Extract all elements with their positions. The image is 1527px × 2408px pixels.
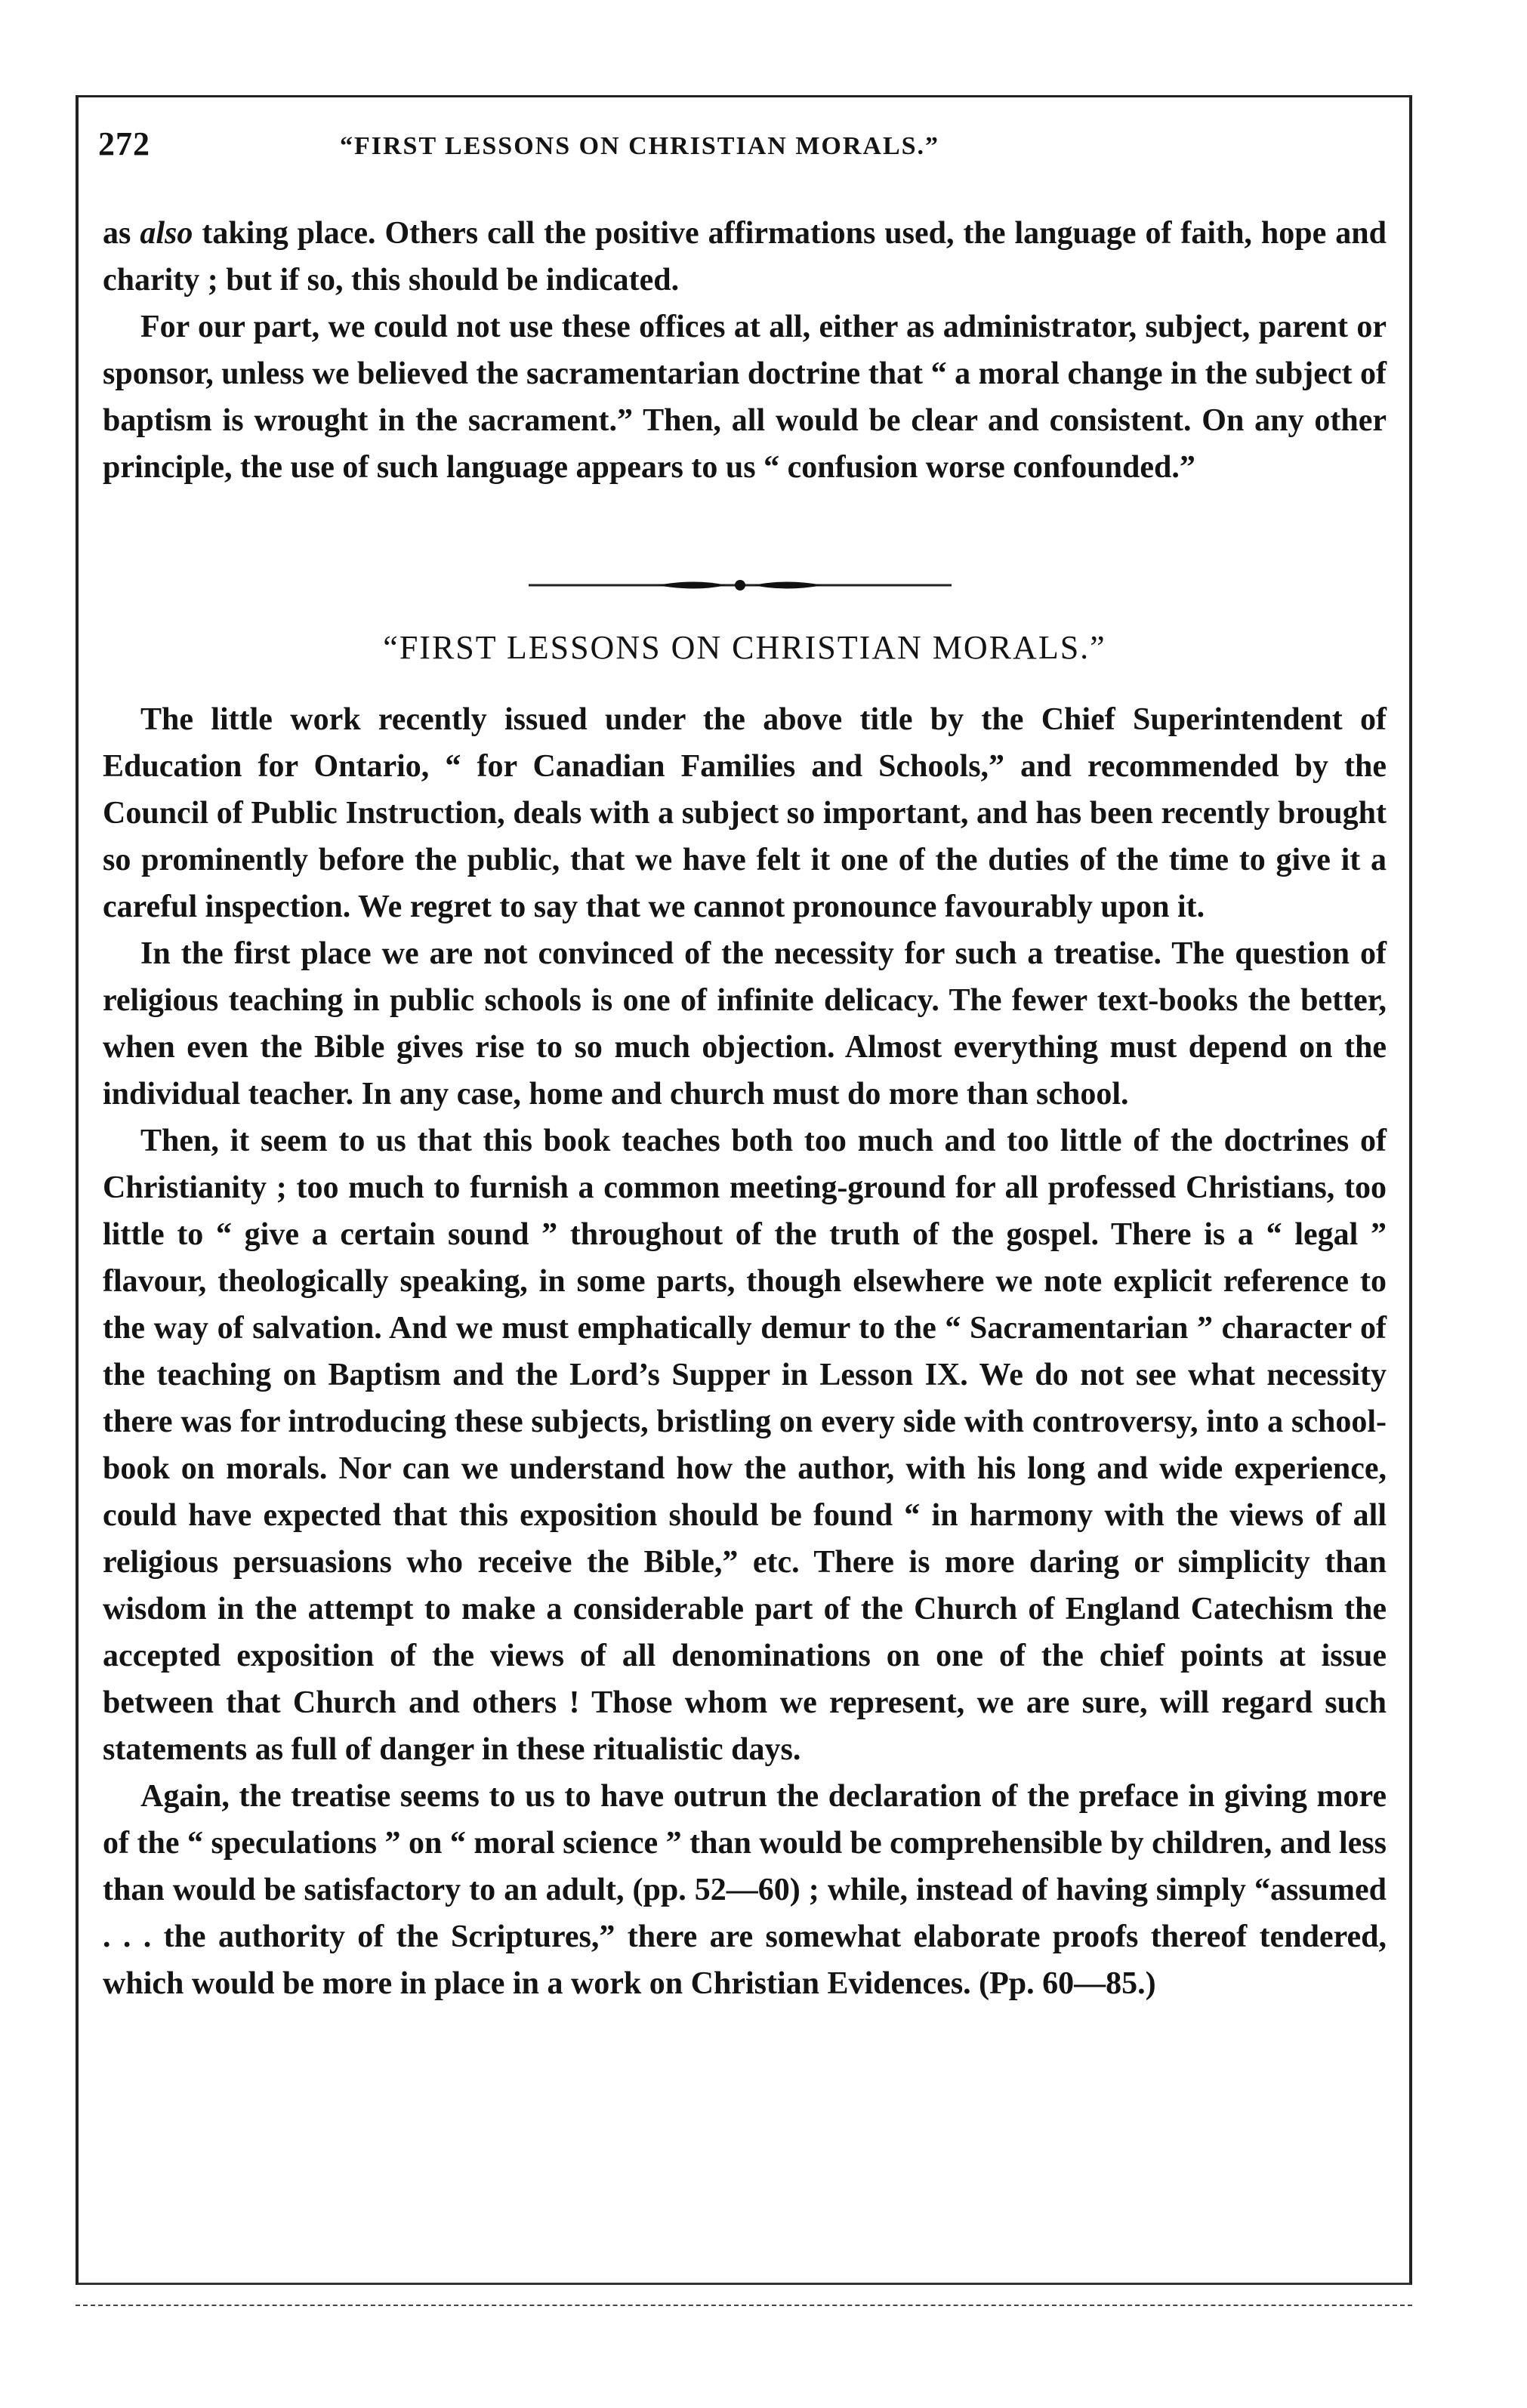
continuation-rest: taking place. Others call the positive affirmations used, the language of faith, hope and charity ; but if so, this should be indicated. bbox=[103, 216, 1387, 298]
emphasis-also: also bbox=[140, 216, 193, 251]
continuation-start: as bbox=[103, 216, 140, 251]
article-paragraph-3: Then, it seem to us that this book teaches both too much and too little of the doctrines of Christianity ; too much to furnish a common meeting-ground for all professed Christians, too little to “ give a certain sound ” throughout of the truth of the gospel. There is a “ legal ” flavour, theologically speaking, in some parts, though elsewhere we note explicit reference to the way of salvation. And we must emphatically demur to the “ Sacramentarian ” character of the teaching on Baptism and the Lord’s Supper in Lesson IX. We do not see what necessity there was for introducing these subjects, bristling on every side with controversy, into a school-book on morals. Nor can we understand how the author, with his long and wide experience, could have expected that this exposition should be found “ in harmony with the views of all religious persuasions who receive the Bible,” etc. There is more daring or simplicity than wisdom in the attempt to make a considerable part of the Church of England Catechism the accepted exposition of the views of all denominations on one of the chief points at issue between that Church and others ! Those whom we represent, we are sure, will regard such statements as full of danger in these ritualistic days. bbox=[103, 1124, 1387, 1767]
ornament-divider bbox=[529, 574, 952, 597]
article-paragraph-1: The little work recently issued under the above title by the Chief Superintendent of Education for Ontario, “ for Canadian Families and Schools,” and recommended by the Council of Public Instruction, deals with a subject so important, and has been recently brought so prominently before the public, that we have felt it one of the duties of the time to give it a careful inspection. We regret to say that we cannot pronounce favourably upon it. bbox=[103, 702, 1387, 924]
continuation-paragraph-1 bbox=[103, 210, 1387, 304]
page-number: 272 bbox=[98, 125, 150, 162]
running-title: “FIRST LESSONS ON CHRISTIAN MORALS.” bbox=[340, 132, 940, 160]
running-head bbox=[98, 125, 1390, 170]
article-heading: “FIRST LESSONS ON CHRISTIAN MORALS.” bbox=[383, 629, 1106, 666]
article-body bbox=[103, 696, 1387, 2007]
bottom-rule bbox=[76, 2305, 1412, 2306]
article-paragraph-2: In the first place we are not convinced of the necessity for such a treatise. The question of religious teaching in public schools is one of infinite delicacy. The fewer text-books the better, when even the Bible gives rise to so much objection. Almost everything must depend on the individual teacher. In any case, home and church must do more than school. bbox=[103, 936, 1387, 1112]
continuation-paragraph-2: For our part, we could not use these offices at all, either as administrator, subject, parent or sponsor, unless we believed the sacramentarian doctrine that “ a moral change in the subject of baptism is wrought in the sacrament.” Then, all would be clear and consistent. On any other principle, the use of such language appears to us “ confusion worse confounded.” bbox=[103, 310, 1387, 485]
article-paragraph-4: Again, the treatise seems to us to have outrun the declaration of the preface in giving more of the “ speculations ” on “ moral science ” than would be comprehensible by children, and less than would be satisfactory to an adult, (pp. 52—60) ; while, instead of having simply “assumed . . . the authority of the Scriptures,” there are somewhat elaborate proofs thereof tendered, which would be more in place in a work on Christian Evidences. (Pp. 60—85.) bbox=[103, 1779, 1387, 2001]
continuation-text bbox=[103, 210, 1387, 491]
